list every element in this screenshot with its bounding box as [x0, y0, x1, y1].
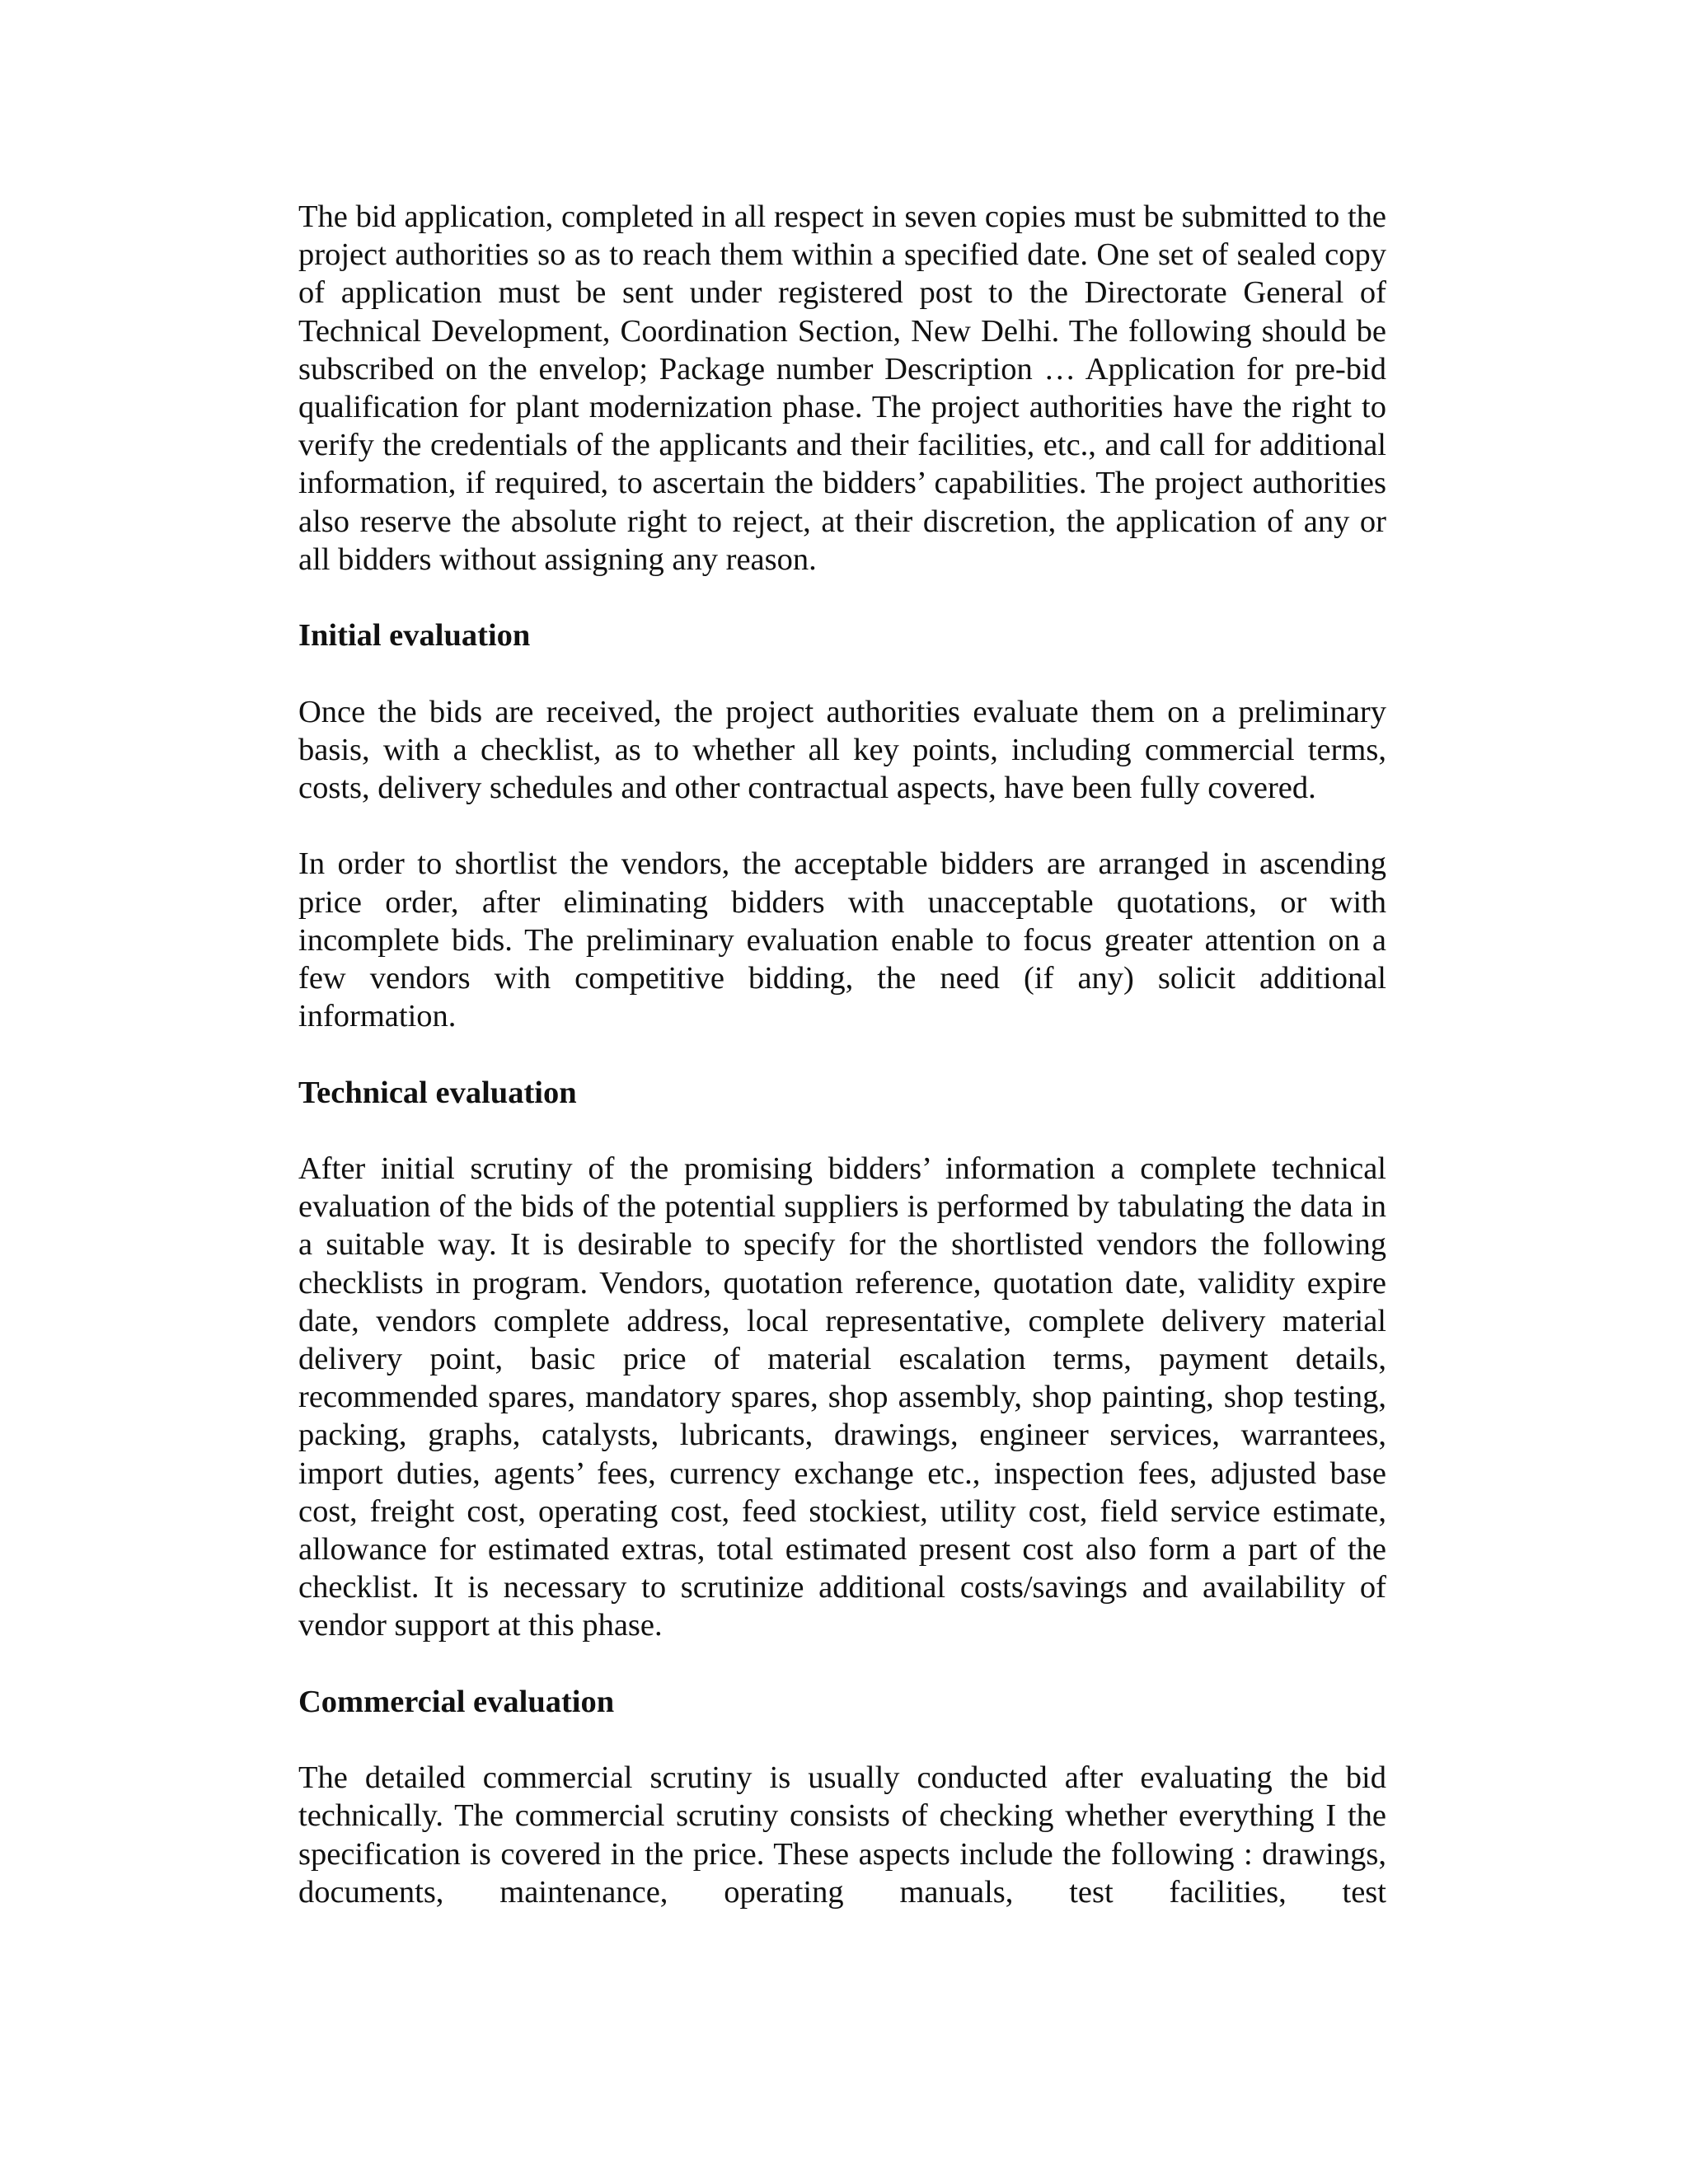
paragraph-spacer — [298, 1112, 1386, 1150]
paragraph-spacer — [298, 1035, 1386, 1073]
paragraph-spacer — [298, 1645, 1386, 1683]
paragraph-commercial-evaluation: The detailed commercial scrutiny is usually conducted after evaluating the bid technically. The commercial scrutiny consists of checking whether everything I the specification is covered in the price. These aspects include the following : drawings, documents, maintenance, operating manuals, test facilities, test — [298, 1760, 1386, 1910]
paragraph-spacer — [298, 1721, 1386, 1759]
paragraph-initial-evaluation-2: In order to shortlist the vendors, the acceptable bidders are arranged in ascending price order, after eliminating bidders with unacceptable quotations, or with incomplete bids. The preliminary evaluation enable to focus greater attention on a few vendors with competitive bidding, the need (if any) solicit additional information. — [298, 846, 1386, 1034]
paragraph-bid-application: The bid application, completed in all respect in seven copies must be submitted to the project authorities so as to reach them within a specified date. One set of sealed copy of application must be sent under registered post to the Directorate General of Technical Development, Coordination Section, New Delhi. The following should be subscribed on the envelop; Package number Description … Application for pre-bid qualification for plant modernization phase. The project authorities have the right to verify the credentials of the applicants and their facilities, etc., and call for additional information, if required, to ascertain the bidders’ capabilities. The project authorities also reserve the absolute right to reject, at their discretion, the application of any or all bidders without assigning any reason. — [298, 199, 1386, 577]
heading-technical-evaluation: Technical evaluation — [298, 1075, 577, 1110]
document-body — [298, 198, 1386, 1911]
paragraph-spacer — [298, 807, 1386, 845]
paragraph-initial-evaluation-1: Once the bids are received, the project authorities evaluate them on a preliminary basis, with a checklist, as to whether all key points, including commercial terms, costs, delivery schedules and other contractual aspects, have been fully covered. — [298, 694, 1386, 806]
heading-commercial-evaluation: Commercial evaluation — [298, 1684, 615, 1719]
heading-initial-evaluation: Initial evaluation — [298, 618, 531, 654]
paragraph-spacer — [298, 579, 1386, 616]
paragraph-spacer — [298, 654, 1386, 692]
paragraph-technical-evaluation: After initial scrutiny of the promising bidders’ information a complete technical evaluation of the bids of the potential suppliers is performed by tabulating the data in a suitable way. It is desirable to specify for the shortlisted vendors the following checklists in program. Vendors, quotation reference, quotation date, validity expire date, vendors complete address, local representative, complete delivery material delivery point, basic price of material escalation terms, payment details, recommended spares, mandatory spares, shop assembly, shop painting, shop testing, packing, graphs, catalysts, lubricants, drawings, engineer services, warrantees, import duties, agents’ fees, currency exchange etc., inspection fees, adjusted base cost, freight cost, operating cost, feed stockiest, utility cost, field service estimate, allowance for estimated extras, total estimated present cost also form a part of the checklist. It is necessary to scrutinize additional costs/savings and availability of vendor support at this phase. — [298, 1151, 1386, 1643]
